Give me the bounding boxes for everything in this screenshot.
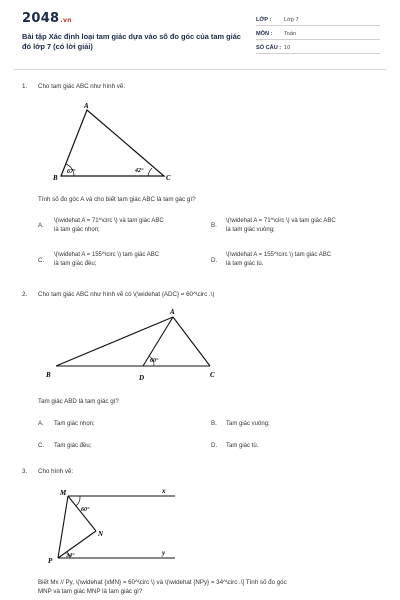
q1-prompt: Tính số đo góc A và cho biết tam giác ABC là tam gác gì?	[38, 196, 196, 203]
meta-subject	[256, 31, 380, 40]
q3-label-y: y	[162, 549, 166, 557]
q3-text: Cho hình vẽ:	[38, 468, 74, 475]
q2-prompt: Tam giác ABD là tam giác gì?	[38, 398, 119, 405]
q2-figure	[40, 304, 230, 386]
q2-option-a-label: A.	[38, 420, 44, 427]
q1-figure	[40, 98, 180, 188]
q3-prompt-line: MNP và tam giác MNP là tam giác gì?	[38, 588, 143, 595]
q3-angle-m: 60°	[81, 507, 90, 513]
document-title: Bài tập Xác định loại tam giác dựa vào số đo góc của tam giác đó lớp 7 (có lời giải)	[22, 32, 241, 51]
q2-option-d-label: D.	[211, 442, 218, 449]
q2-label-c: C	[210, 371, 215, 379]
q2-label-b: B	[46, 371, 51, 379]
meta-key: LỚP :	[256, 17, 272, 23]
option-line: là tam giác tù.	[226, 260, 264, 267]
option-line: là tam giác vuông;	[226, 226, 275, 233]
q1-option-c-label: C.	[38, 257, 45, 264]
option-line: \(\widehat A = 155^\circ \) tam giác ABC	[226, 252, 332, 258]
q3-segment-np	[58, 531, 96, 558]
q1-option-d[interactable]	[226, 251, 386, 268]
option-line: \(\widehat A = 71^\circ \) và tam giác ABC	[54, 218, 164, 224]
option-line: là tam giác đều;	[54, 260, 97, 267]
q2-number: 2.	[22, 291, 28, 298]
q2-option-c[interactable]: Tam giác đều;	[54, 443, 92, 449]
q3-prompt-line: Biết Mx // Py, \(\widehat {xMN} = 60^\circ \) và \(\widehat {NPy} = 34^\circ .\] Tính số đo góc	[38, 579, 287, 586]
q1-angle-c: 42°	[135, 168, 144, 174]
option-line: \(\widehat A = 71^\circ \) và tam giác ABC	[226, 218, 336, 224]
q1-label-a: A	[84, 102, 89, 110]
q2-option-c-label: C.	[38, 442, 45, 449]
q1-option-d-label: D.	[211, 257, 218, 264]
q2-label-d: D	[139, 374, 145, 382]
q1-option-a-label: A.	[38, 222, 44, 229]
q2-angle-label: 60°	[150, 358, 159, 364]
q1-label-c: C	[166, 174, 171, 182]
q3-label-p: P	[48, 557, 53, 565]
q2-option-d[interactable]: Tam giác tù.	[226, 443, 259, 449]
header-divider	[14, 69, 386, 70]
meta-key: MÔN :	[256, 31, 273, 37]
site-logo[interactable]: 2048.vn	[22, 11, 72, 26]
q1-label-b: B	[53, 174, 58, 182]
q1-text: Cho tam giác ABC như hình vẽ:	[38, 83, 126, 90]
q1-option-b-label: B.	[211, 222, 217, 229]
option-line: \(\widehat A = 155^\circ \) tam giác ABC	[54, 252, 160, 258]
meta-value: 10	[284, 45, 291, 51]
meta-key: SỐ CÂU :	[256, 45, 282, 51]
q1-angle-c-arc	[148, 168, 152, 176]
q3-segment-mn	[68, 496, 96, 531]
q1-triangle	[61, 110, 164, 176]
meta-value: Lớp 7	[284, 17, 299, 23]
meta-value: Toán	[284, 31, 297, 37]
q3-angle-p: 34°	[66, 553, 75, 559]
option-line: là tam giác nhọn;	[54, 226, 100, 233]
meta-count	[256, 45, 380, 54]
q3-angle-m-arc	[76, 496, 80, 506]
q3-segment-mp	[58, 496, 68, 558]
q3-prompt	[38, 578, 388, 596]
q3-figure	[40, 484, 200, 570]
q1-number: 1.	[22, 83, 28, 90]
q1-angle-b: 67°	[67, 169, 76, 175]
q1-option-c[interactable]	[54, 251, 214, 268]
q2-text: Cho tam giác ABC như hình vẽ có \(\widehat {ADC} = 60^\circ .\)	[38, 291, 215, 298]
q2-label-a: A	[170, 308, 175, 316]
q3-label-x: x	[162, 487, 166, 495]
q2-option-b[interactable]: Tam giác vuông;	[226, 421, 270, 427]
q1-option-b[interactable]	[226, 217, 386, 234]
q2-option-b-label: B.	[211, 420, 217, 427]
meta-class	[256, 17, 380, 26]
q3-number: 3.	[22, 468, 28, 475]
q2-side-ac	[173, 317, 210, 366]
q2-option-a[interactable]: Tam giác nhọn;	[54, 421, 95, 427]
q3-label-n: N	[98, 530, 104, 538]
q3-label-m: M	[60, 489, 67, 497]
q1-option-a[interactable]	[54, 217, 214, 234]
